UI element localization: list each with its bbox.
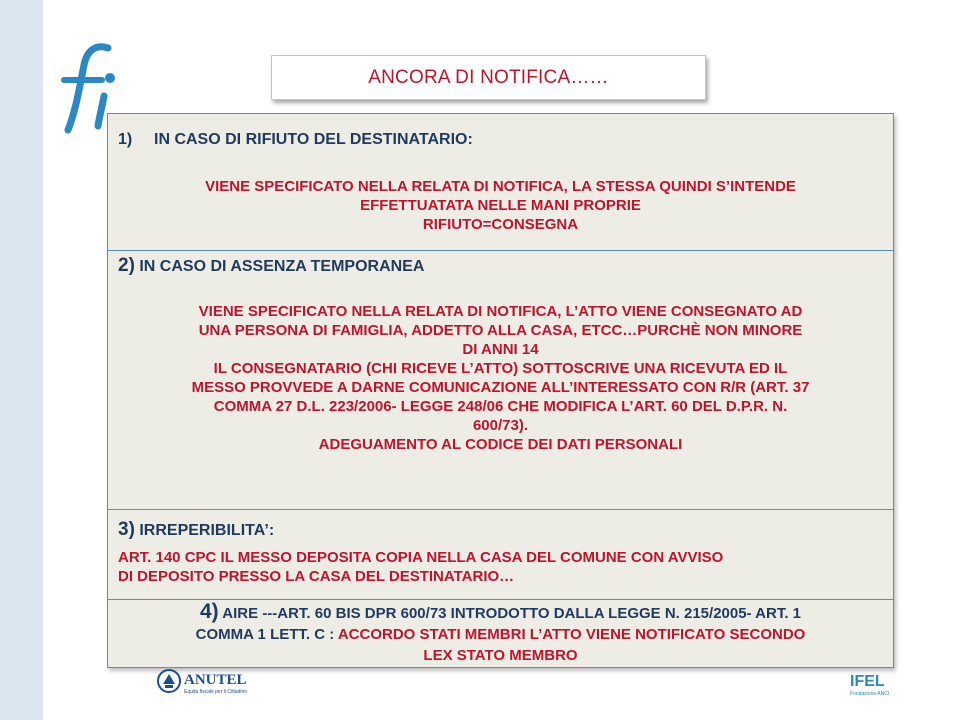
panel-irreperibilita-line: ART. 140 CPC IL MESSO DEPOSITA COPIA NELLA CASA DEL COMUNE CON AVVISO [118, 549, 724, 566]
panel-assenza-heading-text: IN CASO DI ASSENZA TEMPORANEA [134, 258, 425, 275]
panel-assenza-line: COMMA 27 D.L. 223/2006- LEGGE 248/06 CHE MODIFICA L’ART. 60 DEL D.P.R. N. [213, 398, 788, 415]
panel-assenza-line: ADEGUAMENTO AL CODICE DEI DATI PERSONALI [318, 436, 683, 453]
panel-assenza-line: MESSO PROVVEDE A DARNE COMUNICAZIONE ALL’INTERESSATO CON R/R (ART. 37 [191, 379, 810, 396]
panel-aire-line-2 [116, 624, 885, 645]
anutel-logo-text: ANUTEL [184, 672, 247, 688]
panel-rifiuto-heading-text: IN CASO DI RIFIUTO DEL DESTINATARIO: [154, 131, 473, 148]
slide-title-text: ANCORA DI NOTIFICA…… [368, 66, 609, 88]
panel-assenza-line: IL CONSEGNATARIO (CHI RICEVE L’ATTO) SOTTOSCRIVE UNA RICEVUTA ED IL [213, 360, 788, 377]
panel-rifiuto-line: VIENE SPECIFICATO NELLA RELATA DI NOTIFICA, LA STESSA QUINDI S’INTENDE [205, 178, 796, 195]
panel-assenza-temporanea [107, 250, 894, 510]
panel-aire-text-d: LEX STATO MEMBRO [423, 647, 578, 664]
panel-aire-text-b: COMMA 1 LETT. C : [195, 626, 338, 643]
panel-irreperibilita-line: DI DEPOSITO PRESSO LA CASA DEL DESTINATARIO… [118, 568, 515, 585]
panel-aire-text-a: AIRE ---ART. 60 BIS DPR 600/73 INTRODOTTO DALLA LEGGE N. 215/2005- ART. 1 [218, 605, 802, 622]
ifel-logo [848, 668, 894, 698]
panel-aire [107, 599, 894, 668]
panel-aire-body [116, 601, 885, 666]
anutel-logo-tagline: Equità fiscale per il Cittadino [184, 689, 248, 695]
panel-assenza-heading [118, 255, 424, 277]
anutel-logo [156, 664, 260, 698]
panel-rifiuto [107, 113, 894, 251]
panel-assenza-line: UNA PERSONA DI FAMIGLIA, ADDETTO ALLA CASA, ETCC…PURCHÈ NON MINORE [198, 322, 803, 339]
panel-irreperibilita-heading-text: IRREPERIBILITA’: [134, 522, 275, 539]
panel-aire-line-1 [116, 601, 885, 624]
panel-rifiuto-number: 1) [118, 131, 133, 148]
panel-rifiuto-line: EFFETTUATATA NELLE MANI PROPRIE [360, 197, 641, 214]
panel-irreperibilita-heading [118, 519, 274, 541]
panel-rifiuto-line: RIFIUTO=CONSEGNA [422, 216, 579, 233]
left-decorative-band [0, 0, 43, 720]
panel-aire-number: 4) [199, 600, 219, 623]
panel-assenza-line: 600/73). [472, 417, 529, 434]
ifel-logo-tagline: Fondazione ANCI [850, 691, 890, 697]
panel-rifiuto-body [116, 177, 885, 234]
panel-rifiuto-heading [118, 131, 473, 149]
panel-assenza-number: 2) [118, 255, 135, 276]
panel-irreperibilita [107, 509, 894, 600]
panel-irreperibilita-number: 3) [118, 519, 135, 540]
panel-aire-text-c: ACCORDO STATI MEMBRI L’ATTO VIENE NOTIFICATO SECONDO [337, 626, 806, 643]
ifel-logo-text: IFEL [850, 673, 885, 690]
panel-irreperibilita-body [118, 548, 883, 586]
panel-assenza-line: VIENE SPECIFICATO NELLA RELATA DI NOTIFICA, L’ATTO VIENE CONSEGNATO AD [198, 303, 803, 320]
panel-assenza-body [116, 302, 885, 454]
slide-title [271, 55, 706, 100]
panel-assenza-line: DI ANNI 14 [462, 341, 539, 358]
